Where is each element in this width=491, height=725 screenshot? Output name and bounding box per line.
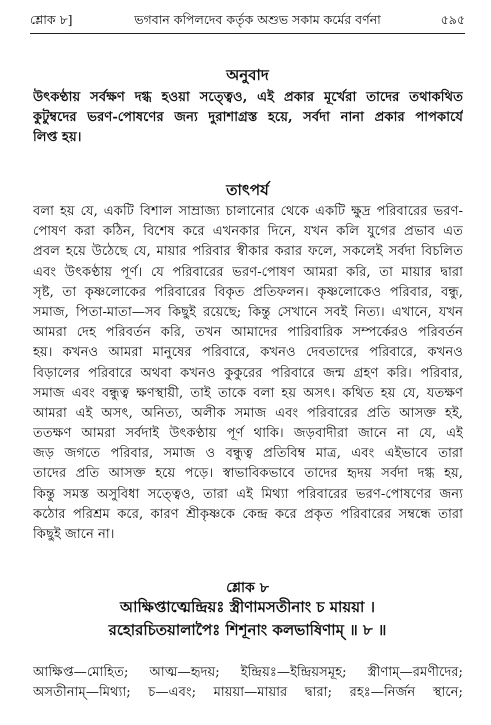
- translation-text: [33, 88, 463, 149]
- purport-line: কঠোর পরিশ্রম করে, কারণ শ্রীকৃষ্ণকে কেন্দ্র করে প্রকৃত পরিবারের সম্বন্ধে তারা: [33, 506, 463, 522]
- header-chapter-title: ভগবান কপিলদেব কর্তৃক অশুভ সকাম কর্মের বর্ণনা: [134, 12, 381, 27]
- verse-heading: শ্লোক ৮: [226, 580, 269, 596]
- purport-line: হয়। কখনও আমরা মানুষের পরিবারে, কখনও দেবতাদের পরিবারে, কখনও: [33, 345, 463, 361]
- verse-line-2: রহোরচিতয়ালাপৈঃ শিশূনাং কলভাষিণাম্ ॥ ৮ ॥: [108, 621, 387, 639]
- synonyms-text: [33, 663, 463, 703]
- purport-text: [33, 202, 463, 545]
- running-header: [30, 12, 465, 32]
- purport-line: প্রবল হয়ে উঠেছে যে, মায়ার পরিবার স্বীকার করার ফলে, সকলেই সর্বদা বিচলিত: [33, 244, 463, 260]
- header-verse-ref: শ্লোক ৮]: [30, 12, 73, 27]
- purport-line: কিন্তু সমস্ত অসুবিধা সত্ত্বেও, তারা এই মিথ্যা পরিবারের ভরণ-পোষণের জন্য: [33, 486, 463, 502]
- translation-line: কুটুম্বদের ভরণ-পোষণের জন্য দুরাশাগ্রস্ত হয়ে, সর্বদা নানা প্রকার পাপকার্যে: [33, 110, 463, 126]
- purport-line: সমাজ, পিতা-মাতা—সব কিছুই রয়েছে; কিন্তু সেখানে সবই নিত্য। এখানে, যখন: [33, 304, 463, 320]
- verse-line-1: আক্ষিপ্তাত্মেন্দ্রিয়ঃ স্ত্রীণামসতীনাং চ মায়য়া ।: [120, 598, 375, 616]
- purport-line: কিছুই জানে না।: [33, 527, 115, 542]
- synonyms-line: আক্ষিপ্ত—মোহিত; আত্ম—হৃদয়; ইন্দ্রিয়ঃ—ইন্দ্রিয়সমূহ; স্ত্রীণাম্—রমণীদের;: [33, 665, 463, 680]
- purport-line: পোষণ করা কঠিন, বিশেষ করে এখনকার দিনে, যখন কলি যুগের প্রভাব এত: [33, 224, 463, 240]
- purport-line: জড় জগতে পরিবার, সমাজ ও বন্ধুত্ব প্রতিবিম্ব মাত্র, এবং এইভাবে তারা: [33, 446, 463, 462]
- translation-heading: অনুবাদ: [226, 66, 269, 84]
- page-number: ৫৯৫: [440, 12, 465, 27]
- synonyms-line: অসতীনাম্—মিথ্যা; চ—এবং; মায়য়া—মায়ার দ্বারা; রহঃ—নির্জন স্থানে;: [33, 685, 463, 701]
- translation-line: লিপ্ত হয়।: [33, 130, 82, 146]
- purport-line: আমরা দেহ পরিবর্তন করি, তখন আমাদের পারিবারিক সম্পর্কেরও পরিবর্তন: [33, 325, 463, 341]
- purport-line: সৃষ্ট, তা কৃষ্ণলোকের পরিবারের বিকৃত প্রতিফলন। কৃষ্ণলোকেও পরিবার, বন্ধু,: [33, 284, 463, 300]
- purport-line: বিড়ালের পরিবারে অথবা কখনও কুকুরের পরিবারে জন্ম গ্রহণ করি। পরিবার,: [33, 365, 463, 381]
- header-rule: [30, 33, 465, 34]
- purport-line: সমাজ এবং বন্ধুত্ব ক্ষণস্থায়ী, তাই তাকে বলা হয় অসৎ। কথিত হয় যে, যতক্ষণ: [33, 385, 463, 401]
- purport-line: ততক্ষণ আমরা সর্বদাই উৎকণ্ঠায় পূর্ণ থাকি। জড়বাদীরা জানে না যে, এই: [33, 426, 463, 442]
- purport-line: আমরা এই অসৎ, অনিত্য, অলীক সমাজ এবং পরিবারের প্রতি আসক্ত হই,: [33, 405, 463, 421]
- purport-line: বলা হয় যে, একটি বিশাল সাম্রাজ্য চালানোর থেকে একটি ক্ষুদ্র পরিবারের ভরণ-: [33, 204, 463, 219]
- purport-line: এবং উৎকণ্ঠায় পূর্ণ। যে পরিবারের ভরণ-পোষণ আমরা করি, তা মায়ার দ্বারা: [33, 264, 463, 280]
- purport-line: তাদের প্রতি আসক্ত হয়ে পড়ে। স্বাভাবিকভাবে তাদের হৃদয় সর্বদা দগ্ধ হয়,: [33, 466, 463, 482]
- purport-heading: তাৎপর্য: [226, 181, 269, 199]
- verse-text: [30, 596, 465, 642]
- translation-line: উৎকণ্ঠায় সর্বক্ষণ দগ্ধ হওয়া সত্ত্বেও, এই প্রকার মূর্খেরা তাদের তথাকথিত: [33, 90, 463, 105]
